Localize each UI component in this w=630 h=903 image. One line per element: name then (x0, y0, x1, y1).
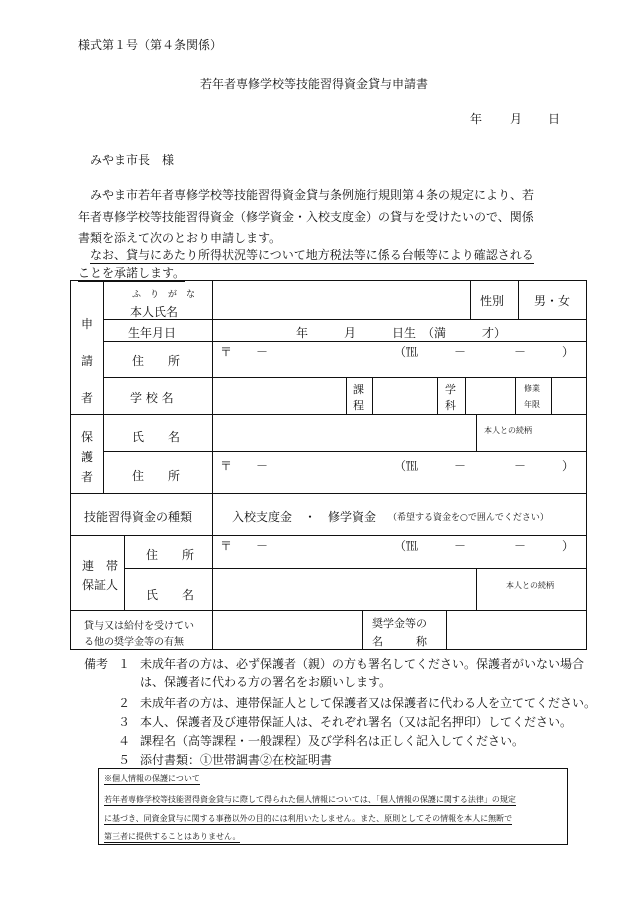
note-1-text: 未成年者の方は、必ず保護者（親）の方も署名してください。保護者がいない場合 (140, 657, 585, 671)
applicant-tel-field[interactable]: （℡ － － ） (394, 345, 575, 359)
course-label-char-2: 程 (353, 399, 364, 412)
guarantor-section-line-1: 連 帯 (82, 559, 119, 573)
applicant-section-char-1: 申 (81, 317, 94, 331)
note-2-num: ２ (118, 696, 131, 710)
dept-label-char-1: 学 (445, 383, 456, 396)
privacy-line-3: 第三者に提供することはありません。 (104, 832, 241, 841)
note-1-cont: は、保護者に代わる方の署名をお願いします。 (140, 675, 392, 689)
guardian-relation-label: 本人との続柄 (484, 426, 532, 435)
gender-label: 性別 (480, 294, 505, 308)
note-2-text: 未成年者の方は、連帯保証人として保護者又は保護者に代わる人を立ててください。 (140, 696, 597, 710)
scholarship-name-label-2: 名 称 (372, 635, 427, 648)
dept-label-char-2: 科 (445, 399, 456, 412)
fund-type-options[interactable]: 入校支度金 ・ 修学資金 (232, 510, 377, 524)
privacy-line-1: 若年者専修学校等技能習得資金貸与に際して得られた個人情報については、「個人情報の保護に関する法律」の規定 (104, 795, 516, 804)
intro-line-1: みやま市若年者専修学校等技能習得資金貸与条例施行規則第４条の規定により、若 (90, 188, 535, 202)
date-day: 日 (548, 112, 561, 126)
note-3-text: 本人、保護者及び連帯保証人は、それぞれ署名（又は記名押印）してください。 (140, 715, 573, 729)
guardian-section-char-1: 保 (81, 430, 94, 444)
guarantor-section-line-2: 保証人 (82, 578, 119, 592)
applicant-section-char-2: 請 (81, 354, 94, 368)
applicant-address-label: 住 所 (132, 354, 181, 368)
course-label-char-1: 課 (353, 383, 364, 396)
other-scholarship-label-1: 貸与又は給付を受けてい (84, 621, 194, 632)
intro-line-3: 書類を添えて次のとおり申請します。 (78, 231, 282, 245)
note-3-num: ３ (118, 715, 131, 729)
intro-line-2: 年者専修学校等技能習得資金（修学資金・入校支度金）の貸与を受けたいので、関係 (78, 210, 534, 224)
birthdate-field[interactable]: 年 月 日生 （満 才） (296, 326, 507, 340)
other-scholarship-label-2: る他の奨学金等の有無 (84, 637, 184, 648)
furigana-label: ふ り が な (132, 290, 196, 300)
guarantor-name-label: 氏 名 (146, 588, 195, 602)
guarantor-postal-field[interactable]: 〒 － (220, 539, 269, 553)
consent-line-1: なお、貸与にあたり所得状況等について地方税法等に係る台帳等により確認される (90, 248, 534, 262)
school-name-label: 学 校 名 (130, 391, 174, 405)
school-name-field[interactable] (212, 378, 346, 413)
guardian-section-char-2: 護 (81, 450, 94, 464)
note-5-num: ５ (118, 753, 131, 767)
guarantor-address-label: 住 所 (146, 548, 195, 562)
fund-type-note: （希望する資金を○で囲んでください） (388, 513, 549, 523)
notes-heading: 備考 (84, 657, 109, 671)
applicant-name-label: 本人氏名 (130, 305, 179, 319)
note-4-num: ４ (118, 734, 131, 748)
applicant-name-field[interactable] (212, 282, 470, 318)
scholarship-name-label-1: 奨学金等の (372, 617, 427, 630)
note-5-text: 添付書類：①世帯調書②在校証明書 (140, 753, 333, 767)
guardian-postal-field[interactable]: 〒 － (220, 459, 269, 473)
birthdate-label: 生年月日 (128, 326, 177, 340)
applicant-section-char-3: 者 (81, 391, 94, 405)
applicant-postal-field[interactable]: 〒 － (220, 345, 269, 359)
date-month: 月 (510, 112, 523, 126)
date-year: 年 (470, 112, 483, 126)
addressee: みやま市長 様 (90, 153, 175, 167)
gender-options[interactable]: 男・女 (534, 294, 571, 308)
page-title: 若年者専修学校等技能習得資金貸与申請書 (200, 77, 429, 91)
privacy-title: ※個人情報の保護について (104, 774, 200, 783)
privacy-line-2: に基づき、同資金貸与に関する事務以外の目的には利用いたしません。また、原則としてその情報を本人に無断で (104, 814, 513, 823)
guardian-section-char-3: 者 (81, 470, 94, 484)
guardian-tel-field[interactable]: （℡ － － ） (394, 459, 575, 473)
form-number: 様式第１号（第４条関係） (78, 38, 223, 52)
guardian-address-label: 住 所 (132, 469, 181, 483)
consent-line-2: ことを承諾します。 (78, 266, 186, 280)
guarantor-relation-label: 本人との続柄 (506, 581, 554, 590)
fund-type-label: 技能習得資金の種類 (84, 510, 193, 524)
guardian-name-label: 氏 名 (132, 430, 181, 444)
years-label-1: 修業 (524, 384, 540, 393)
note-4-text: 課程名（高等課程・一般課程）及び学科名は正しく記入してください。 (140, 734, 525, 748)
note-1-num: １ (118, 657, 131, 671)
guarantor-tel-field[interactable]: （℡ － － ） (394, 539, 575, 553)
years-label-2: 年限 (524, 400, 540, 409)
